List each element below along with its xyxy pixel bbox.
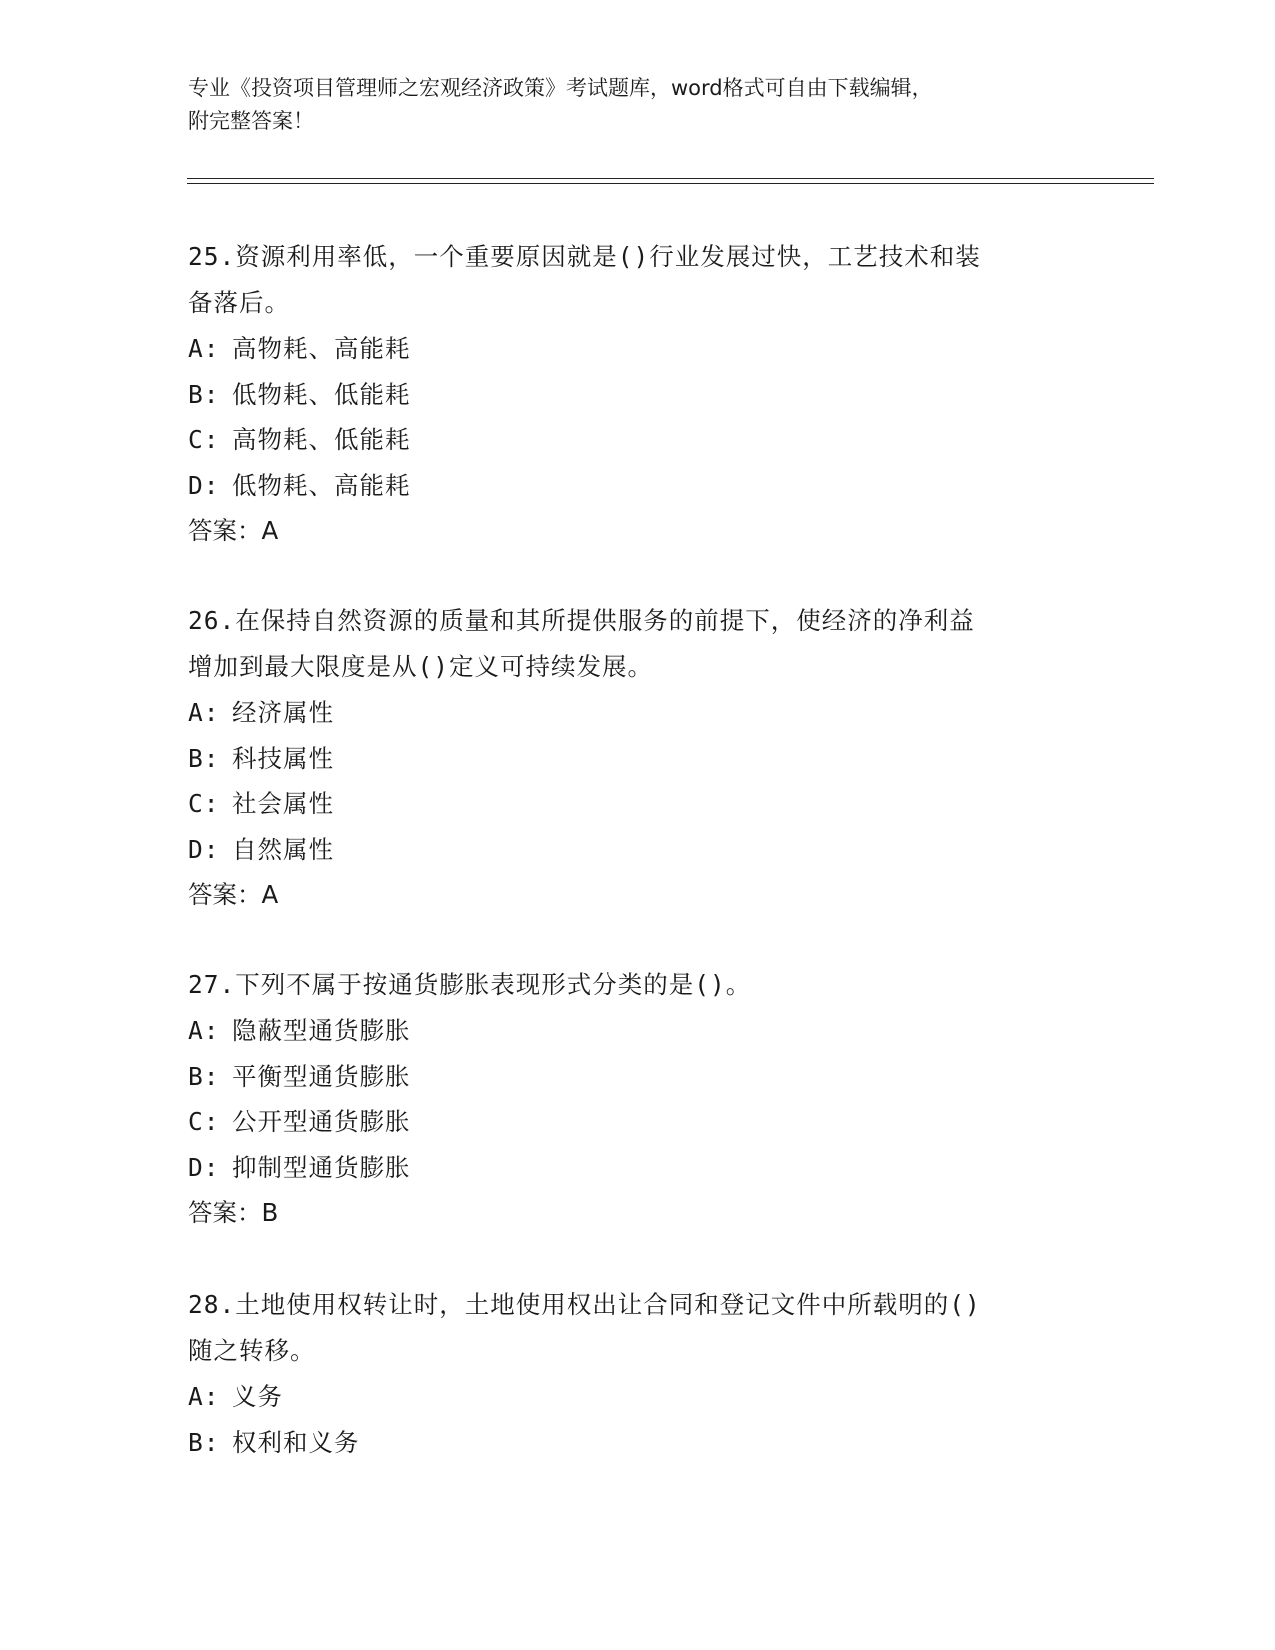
option-b <box>188 736 1088 782</box>
document-header <box>188 72 1088 138</box>
option-text: 科技属性 <box>232 743 334 773</box>
question-stem-line-1: 27.下列不属于按通货膨胀表现形式分类的是()。 <box>188 970 752 999</box>
option-text: 高物耗、高能耗 <box>232 334 411 363</box>
option-c <box>188 417 1088 463</box>
option-letter: C: <box>188 425 220 454</box>
option-text: 义务 <box>232 1382 283 1411</box>
option-d <box>188 463 1088 509</box>
option-d <box>188 1145 1088 1191</box>
option-letter: A: <box>188 334 220 363</box>
answer-line: 答案：B <box>188 1198 279 1227</box>
question-25 <box>188 234 1088 554</box>
option-letter: D: <box>188 834 220 864</box>
header-divider-top <box>187 178 1154 179</box>
option-letter: B: <box>188 743 220 773</box>
option-text: 公开型通货膨胀 <box>232 1107 411 1136</box>
option-letter: B: <box>188 379 220 409</box>
question-stem-line-1: 28.土地使用权转让时，土地使用权出让合同和登记文件中所载明的() <box>188 1290 981 1319</box>
question-stem-line-2: 备落后。 <box>188 288 290 317</box>
option-letter: B: <box>188 1061 220 1091</box>
question-26 <box>188 598 1088 918</box>
option-b <box>188 1420 1088 1466</box>
question-stem-line-2: 增加到最大限度是从()定义可持续发展。 <box>188 652 653 681</box>
option-letter: A: <box>188 1382 220 1411</box>
option-letter: B: <box>188 1427 220 1457</box>
option-c <box>188 781 1088 827</box>
option-d <box>188 827 1088 873</box>
question-27 <box>188 962 1088 1236</box>
option-text: 低物耗、高能耗 <box>232 470 411 500</box>
option-text: 经济属性 <box>232 698 334 727</box>
option-a <box>188 690 1088 736</box>
question-stem-line-1: 25.资源利用率低，一个重要原因就是()行业发展过快，工艺技术和装 <box>188 242 981 271</box>
option-text: 低物耗、低能耗 <box>232 379 411 409</box>
header-line-1: 专业《投资项目管理师之宏观经济政策》考试题库，word格式可自由下载编辑， <box>188 76 933 100</box>
option-letter: A: <box>188 1016 220 1045</box>
header-divider-bottom <box>187 183 1154 184</box>
option-letter: D: <box>188 470 220 500</box>
header-line-2: 附完整答案！ <box>188 109 314 133</box>
option-text: 抑制型通货膨胀 <box>232 1152 411 1182</box>
question-stem-line-2: 随之转移。 <box>188 1336 316 1365</box>
option-a <box>188 1008 1088 1054</box>
option-text: 社会属性 <box>232 789 334 818</box>
question-stem-line-1: 26.在保持自然资源的质量和其所提供服务的前提下，使经济的净利益 <box>188 606 975 635</box>
option-a <box>188 326 1088 372</box>
option-text: 隐蔽型通货膨胀 <box>232 1016 411 1045</box>
option-text: 平衡型通货膨胀 <box>232 1061 411 1091</box>
option-c <box>188 1099 1088 1145</box>
option-a <box>188 1374 1088 1420</box>
option-text: 权利和义务 <box>232 1427 360 1457</box>
option-text: 自然属性 <box>232 834 334 864</box>
option-b <box>188 1054 1088 1100</box>
answer-line: 答案：A <box>188 516 279 545</box>
option-letter: A: <box>188 698 220 727</box>
option-letter: C: <box>188 1107 220 1136</box>
option-letter: C: <box>188 789 220 818</box>
option-letter: D: <box>188 1152 220 1182</box>
option-text: 高物耗、低能耗 <box>232 425 411 454</box>
answer-line: 答案：A <box>188 880 279 909</box>
question-28 <box>188 1282 1088 1465</box>
option-b <box>188 372 1088 418</box>
